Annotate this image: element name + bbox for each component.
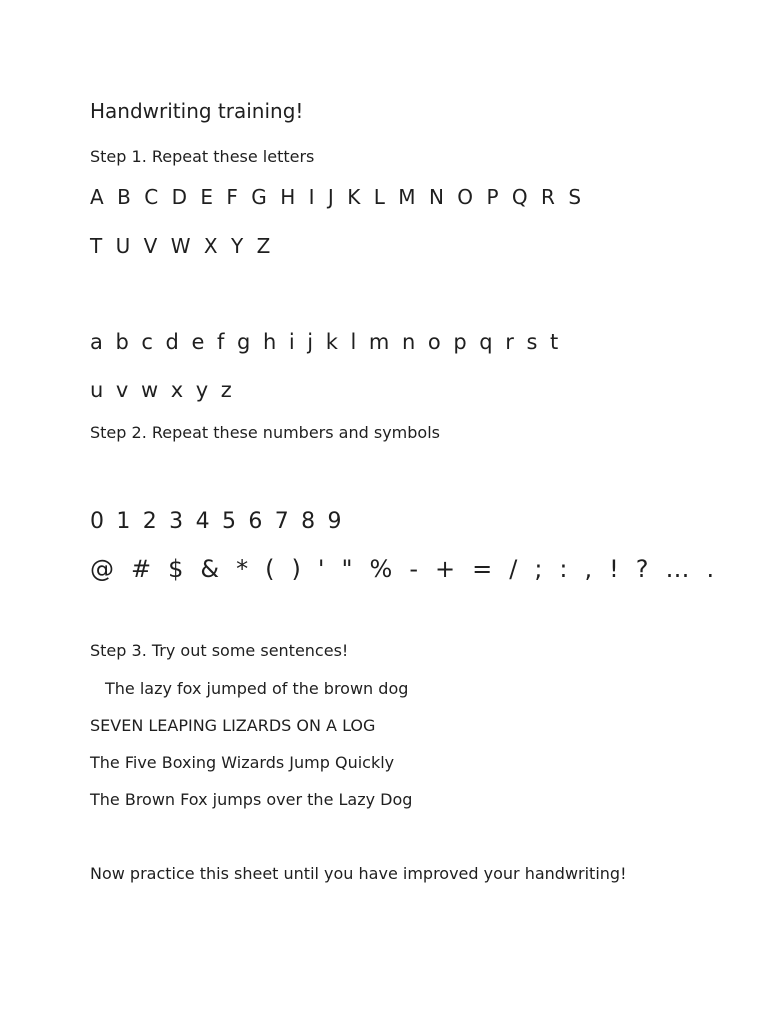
lowercase-letter: v — [115, 378, 129, 402]
sentence-4: The Brown Fox jumps over the Lazy Dog — [90, 790, 413, 809]
uppercase-letter: F — [226, 185, 238, 209]
symbol: @ — [90, 555, 114, 583]
uppercase-letter: A — [90, 185, 104, 209]
symbol: * — [236, 555, 249, 583]
symbols-row — [90, 557, 731, 581]
uppercase-letter: R — [541, 185, 555, 209]
step3-heading: Step 3. Try out some sentences! — [90, 641, 349, 660]
symbol: ; — [534, 555, 543, 583]
digit: 6 — [248, 509, 263, 534]
uppercase-letter: H — [280, 185, 296, 209]
uppercase-letter: Y — [230, 234, 244, 258]
uppercase-letter: M — [398, 185, 416, 209]
symbol: # — [131, 555, 152, 583]
symbol: - — [409, 555, 418, 583]
lowercase-letter: o — [427, 330, 441, 354]
lowercase-letter: j — [307, 330, 314, 354]
symbol: ? — [635, 555, 649, 583]
symbol: : — [559, 555, 568, 583]
digit: 0 — [90, 509, 104, 534]
digit: 4 — [195, 509, 210, 534]
uppercase-letter: V — [143, 234, 158, 258]
uppercase-row-1 — [90, 187, 594, 207]
uppercase-letter: J — [327, 185, 334, 209]
digit: 9 — [327, 509, 342, 534]
symbol: , — [584, 555, 593, 583]
symbol: % — [369, 555, 393, 583]
digit: 5 — [221, 509, 236, 534]
uppercase-letter: I — [308, 185, 315, 209]
lowercase-letter: g — [237, 330, 251, 354]
uppercase-letter: N — [428, 185, 444, 209]
uppercase-row-2 — [90, 236, 284, 256]
uppercase-letter: G — [251, 185, 267, 209]
uppercase-letter: Q — [511, 185, 528, 209]
lowercase-letter: k — [325, 330, 338, 354]
uppercase-letter: C — [144, 185, 159, 209]
uppercase-letter: L — [373, 185, 385, 209]
symbol: + — [435, 555, 456, 583]
symbol: ' — [317, 555, 325, 583]
symbol: & — [200, 555, 220, 583]
lowercase-letter: c — [141, 330, 153, 354]
closing-note: Now practice this sheet until you have improved your handwriting! — [90, 864, 627, 883]
symbol: … — [665, 555, 690, 583]
lowercase-letter: z — [220, 378, 232, 402]
lowercase-letter: n — [401, 330, 416, 354]
uppercase-letter: E — [200, 185, 213, 209]
sentence-3: The Five Boxing Wizards Jump Quickly — [90, 753, 395, 772]
lowercase-letter: a — [90, 330, 103, 354]
uppercase-letter: W — [170, 234, 191, 258]
digit: 3 — [169, 509, 184, 534]
symbol: / — [509, 555, 518, 583]
uppercase-letter: O — [457, 185, 474, 209]
step2-heading: Step 2. Repeat these numbers and symbols — [90, 423, 440, 442]
lowercase-letter: t — [550, 330, 559, 354]
lowercase-letter: l — [350, 330, 357, 354]
lowercase-row-1 — [90, 332, 571, 353]
sentence-1: The lazy fox jumped of the brown dog — [105, 679, 409, 698]
uppercase-letter: T — [90, 234, 103, 258]
lowercase-letter: f — [217, 330, 225, 354]
digit: 1 — [116, 509, 131, 534]
uppercase-letter: B — [117, 185, 131, 209]
symbol: ! — [609, 555, 619, 583]
lowercase-letter: x — [170, 378, 184, 402]
lowercase-letter: r — [505, 330, 514, 354]
lowercase-letter: w — [140, 378, 159, 402]
symbol: = — [472, 555, 493, 583]
lowercase-row-2 — [90, 380, 244, 401]
lowercase-letter: h — [262, 330, 277, 354]
lowercase-letter: q — [479, 330, 493, 354]
lowercase-letter: d — [165, 330, 179, 354]
digit: 7 — [274, 509, 289, 534]
digits-row — [90, 511, 354, 533]
lowercase-letter: s — [526, 330, 538, 354]
symbol: ( — [265, 555, 275, 583]
uppercase-letter: Z — [256, 234, 271, 258]
lowercase-letter: p — [453, 330, 467, 354]
step1-heading: Step 1. Repeat these letters — [90, 147, 315, 166]
symbol: " — [341, 555, 353, 583]
lowercase-letter: u — [90, 378, 104, 402]
uppercase-letter: P — [486, 185, 499, 209]
lowercase-letter: m — [368, 330, 390, 354]
symbol: $ — [168, 555, 184, 583]
digit: 8 — [301, 509, 316, 534]
uppercase-letter: U — [115, 234, 131, 258]
lowercase-letter: y — [195, 378, 209, 402]
symbol: ) — [291, 555, 301, 583]
page-title: Handwriting training! — [90, 99, 304, 123]
lowercase-letter: i — [288, 330, 295, 354]
uppercase-letter: S — [568, 185, 582, 209]
uppercase-letter: K — [347, 185, 361, 209]
lowercase-letter: e — [191, 330, 205, 354]
lowercase-letter: b — [115, 330, 129, 354]
sentence-2: SEVEN LEAPING LIZARDS ON A LOG — [90, 716, 376, 735]
digit: 2 — [142, 509, 157, 534]
uppercase-letter: D — [171, 185, 187, 209]
symbol: . — [706, 555, 715, 583]
uppercase-letter: X — [203, 234, 218, 258]
